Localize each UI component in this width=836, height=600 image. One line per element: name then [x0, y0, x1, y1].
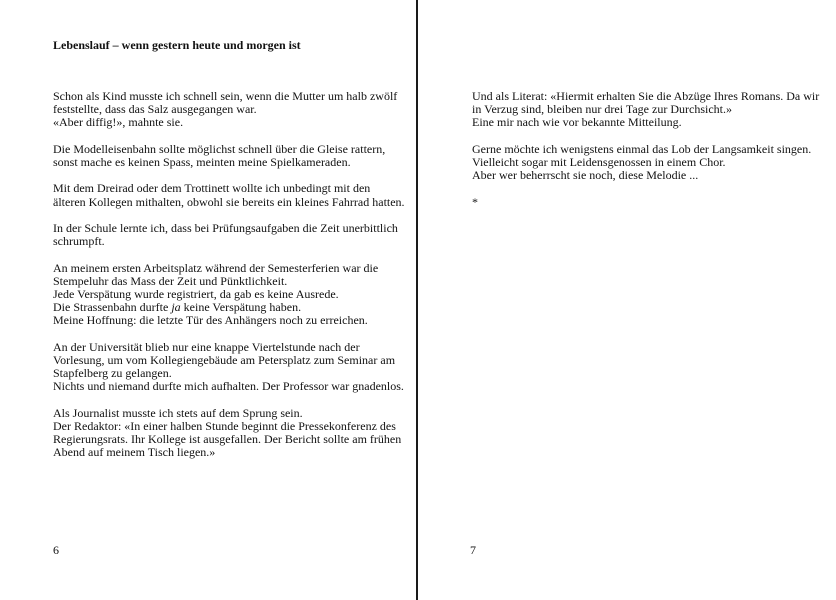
right-page-body — [472, 89, 820, 222]
paragraph — [53, 341, 403, 394]
text-line: in Verzug sind, bleiben nur drei Tage zur Durchsicht.» — [472, 102, 732, 117]
paragraph — [53, 90, 403, 130]
text-line: älteren Kollegen mithalten, obwohl sie bereits ein kleines Fahrrad hatten. — [53, 194, 405, 209]
page-number: 7 — [470, 543, 476, 557]
asterisk-separator: * — [472, 194, 478, 209]
text-line: Die Modelleisenbahn sollte möglichst schnell über die Gleise rattern, — [53, 141, 386, 156]
text-line: Nichts und niemand durfte mich aufhalten. Der Professor war gnadenlos. — [53, 379, 404, 394]
text-line: Der Redaktor: «In einer halben Stunde beginnt die Pressekonferenz des — [53, 418, 396, 433]
text-line: Vorlesung, um vom Kollegiengebäude am Petersplatz zum Seminar am — [53, 352, 396, 367]
paragraph — [472, 143, 817, 183]
paragraph — [53, 222, 403, 248]
text-line: feststellte, dass das Salz ausgegangen war. — [53, 102, 257, 117]
text-line: In der Schule lernte ich, dass bei Prüfungsaufgaben die Zeit unerbittlich — [53, 220, 398, 235]
text-line: Mit dem Dreirad oder dem Trottinett wollte ich unbedingt mit den — [53, 181, 371, 196]
text-line: Stempeluhr das Mass der Zeit und Pünktlichkeit. — [53, 273, 288, 288]
page-number: 6 — [53, 543, 59, 557]
text-line: Regierungsrats. Ihr Kollege ist ausgefallen. Der Bericht sollte am frühen — [53, 432, 402, 447]
text-line: Vielleicht sogar mit Leidensgenossen in einem Chor. — [472, 155, 726, 169]
text-line: Die Strassenbahn durfte ja keine Verspätung haben. — [53, 300, 302, 315]
text-line: Und als Literat: «Hiermit erhalten Sie die Abzüge Ihres Romans. Da wir — [472, 89, 820, 103]
paragraph — [53, 182, 403, 208]
left-page — [0, 0, 417, 600]
text-line: sonst mache es keinen Spass, meinten meine Spielkameraden. — [53, 155, 351, 169]
text-line: Abend auf meinem Tisch liegen.» — [53, 445, 216, 460]
paragraph — [53, 407, 403, 460]
paragraph — [472, 89, 820, 130]
paragraph — [53, 143, 403, 169]
gutter-divider — [416, 0, 418, 600]
chapter-heading: Lebenslauf – wenn gestern heute und morgen ist — [53, 38, 301, 52]
text-line: Eine mir nach wie vor bekannte Mitteilung. — [472, 115, 682, 130]
emphasis: ja — [171, 300, 181, 315]
text-line: «Aber diffig!», mahnte sie. — [53, 115, 184, 130]
right-page — [419, 0, 836, 600]
text-line: An der Universität blieb nur eine knappe Viertelstunde nach der — [53, 339, 360, 354]
section-break — [472, 196, 817, 209]
paragraph — [53, 262, 403, 328]
text-line: An meinem ersten Arbeitsplatz während der Semesterferien war die — [53, 260, 379, 275]
left-page-body — [53, 90, 403, 473]
text-line: Schon als Kind musste ich schnell sein, wenn die Mutter um halb zwölf — [53, 89, 398, 103]
text-line: Aber wer beherrscht sie noch, diese Melodie ... — [472, 168, 699, 183]
text-line: Gerne möchte ich wenigstens einmal das Lob der Langsamkeit singen. — [472, 141, 812, 156]
text-line: schrumpft. — [53, 234, 105, 249]
text-line: Jede Verspätung wurde registriert, da gab es keine Ausrede. — [53, 286, 339, 301]
text-line: Stapfelberg zu gelangen. — [53, 366, 172, 381]
text-line: Als Journalist musste ich stets auf dem Sprung sein. — [53, 405, 303, 420]
text-line: Meine Hoffnung: die letzte Tür des Anhängers noch zu erreichen. — [53, 313, 368, 328]
